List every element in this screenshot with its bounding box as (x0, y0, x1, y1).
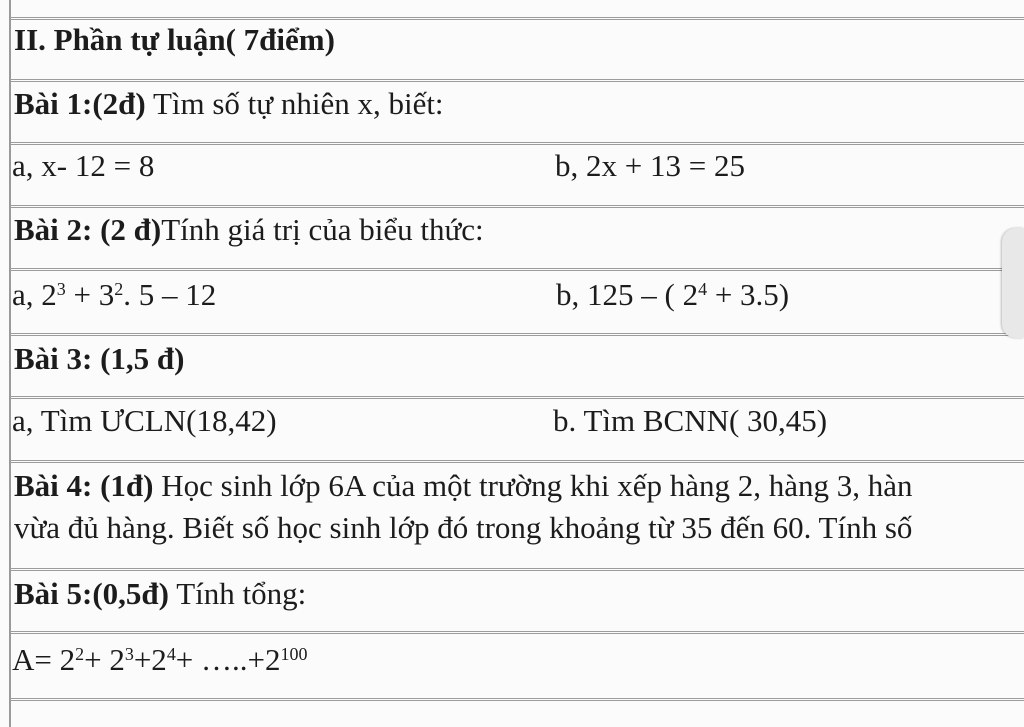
bai2-b-exponent: 4 (698, 279, 708, 300)
bai2-b-prefix: b, 125 – ( 2 (556, 277, 699, 312)
bai5-expr-term-2: + 2 (84, 642, 125, 677)
bai5-exponent-1: 2 (75, 644, 85, 665)
bai2-a-prefix: a, 2 (12, 277, 57, 312)
bai5-exponent-3: 4 (166, 644, 176, 665)
bai5-text: Tính tổng: (169, 576, 307, 611)
bai3-part-a: a, Tìm ƯCLN(18,42) (12, 403, 277, 438)
bai2-part-b (556, 277, 789, 317)
bai5-expression (12, 642, 307, 682)
bai3-heading: Bài 3: (1,5 đ) (14, 341, 185, 376)
bai5-heading (14, 576, 306, 612)
bai5-expr-term-3: +2 (133, 642, 167, 677)
bai4-text-1: Học sinh lớp 6A của một trường khi xếp hàng 2, hàng 3, hàn (153, 468, 913, 503)
bai1-part-b: b, 2x + 13 = 25 (555, 148, 745, 183)
bai2-a-suffix: . 5 – 12 (123, 277, 217, 312)
bai1-part-a: a, x- 12 = 8 (12, 148, 155, 183)
bai2-a-exponent-1: 3 (56, 279, 66, 300)
bai5-exponent-2: 3 (124, 644, 134, 665)
bai2-a-exponent-2: 2 (114, 279, 124, 300)
bai1-text: Tìm số tự nhiên x, biết: (145, 86, 444, 121)
bai3-part-b: b. Tìm BCNN( 30,45) (553, 403, 828, 438)
section-title: II. Phần tự luận( 7điểm) (14, 22, 335, 57)
bai5-label: Bài 5:(0,5đ) (14, 576, 169, 611)
bai5-expr-term-4: + …..+2 (175, 642, 281, 677)
side-scroll-handle[interactable] (1002, 228, 1024, 338)
bai5-exponent-4: 100 (280, 644, 308, 665)
bai4-line-1 (14, 468, 913, 504)
bai2-b-suffix: + 3.5) (707, 277, 790, 312)
row-border-top (10, 0, 1024, 20)
bai5-expr-start: A= 2 (12, 642, 76, 677)
bai4-line-2: vừa đủ hàng. Biết số học sinh lớp đó trong khoảng từ 35 đến 60. Tính số (14, 510, 913, 545)
bai4-label: Bài 4: (1đ) (14, 468, 154, 503)
bai2-label: Bài 2: (2 đ) (14, 212, 162, 247)
bai1-label: Bài 1:(2đ) (14, 86, 146, 121)
bai2-text: Tính giá trị của biểu thức: (161, 212, 484, 247)
bai2-heading (14, 212, 484, 248)
bai2-part-a (12, 277, 216, 317)
bai2-a-mid: + 3 (65, 277, 115, 312)
bai1-heading (14, 86, 444, 122)
row-bai1-parts (10, 145, 1024, 208)
